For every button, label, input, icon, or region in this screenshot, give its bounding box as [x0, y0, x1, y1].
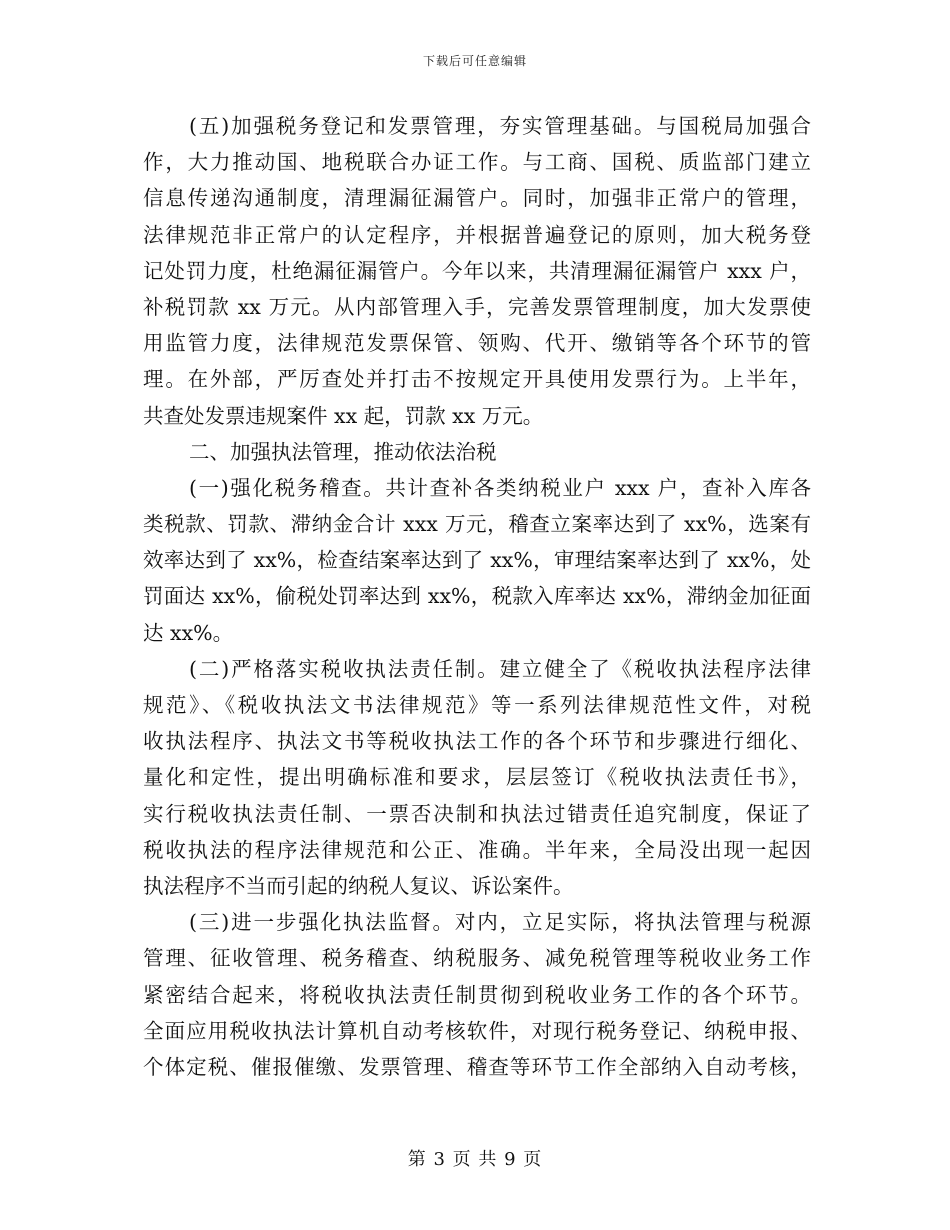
text-line: 罚面达 xx%，偷税处罚率达到 xx%，税款入库率达 xx%，滞纳金加征面	[143, 584, 811, 609]
paragraph-tax-audit	[143, 470, 811, 651]
text-line: 收执法程序、执法文书等税收执法工作的各个环节和步骤进行细化、	[143, 729, 811, 754]
text-line: 税收执法的程序法律规范和公正、准确。半年来，全局没出现一起因	[143, 837, 811, 862]
text-line: 理。在外部，严厉查处并打击不按规定开具使用发票行为。上半年，	[143, 367, 811, 392]
text-line: 用监管力度，法律规范发票保管、领购、代开、缴销等各个环节的管	[143, 331, 811, 356]
text-line: 类税款、罚款、滞纳金合计 xxx 万元，稽查立案率达到了 xx%，选案有	[143, 512, 811, 537]
paragraph-enforcement-responsibility	[143, 651, 811, 904]
text-line: 紧密结合起来，将税收执法责任制贯彻到税收业务工作的各个环节。	[143, 982, 811, 1007]
text-line: 作，大力推动国、地税联合办证工作。与工商、国税、质监部门建立	[143, 150, 811, 175]
text-line: 法律规范非正常户的认定程序，并根据普遍登记的原则，加大税务登	[143, 222, 811, 247]
page-header-note: 下载后可任意编辑	[422, 54, 527, 68]
text-line: (三)进一步强化执法监督。对内，立足实际，将执法管理与税源	[189, 910, 811, 935]
text-line: 执法程序不当而引起的纳税人复议、诉讼案件。	[143, 873, 574, 898]
paragraph-invoice-management	[143, 108, 811, 434]
text-line: 共查处发票违规案件 xx 起，罚款 xx 万元。	[143, 403, 544, 428]
text-line: 实行税收执法责任制、一票否决制和执法过错责任追究制度，保证了	[143, 801, 811, 826]
text-line: 信息传递沟通制度，清理漏征漏管户。同时，加强非正常户的管理，	[143, 186, 811, 211]
text-line: 效率达到了 xx%，检查结案率达到了 xx%，审理结案率达到了 xx%，处	[143, 548, 811, 573]
text-line: 记处罚力度，杜绝漏征漏管户。今年以来，共清理漏征漏管户 xxx 户，	[143, 258, 811, 283]
text-line: 规范》、《税收执法文书法律规范》等一系列法律规范性文件，对税	[143, 693, 811, 717]
section-heading	[143, 434, 811, 470]
text-line: 个体定税、催报催缴、发票管理、稽查等环节工作全部纳入自动考核，	[143, 1054, 811, 1079]
paragraph-enforcement-supervision	[143, 904, 811, 1085]
text-line: (二)严格落实税收执法责任制。建立健全了《税收执法程序法律	[189, 656, 811, 681]
text-line: 达 xx%。	[143, 620, 234, 645]
text-line: (一)强化税务稽查。共计查补各类纳税业户 xxx 户，查补入库各	[189, 475, 811, 500]
text-line: 补税罚款 xx 万元。从内部管理入手，完善发票管理制度，加大发票使	[143, 294, 811, 319]
document-body	[143, 108, 811, 1085]
text-line: 全面应用税收执法计算机自动考核软件，对现行税务登记、纳税申报、	[143, 1018, 811, 1043]
text-line: 量化和定性，提出明确标准和要求，层层签订《税收执法责任书》，	[143, 765, 811, 790]
text-line: 二、加强执法管理，推动依法治税	[189, 439, 497, 464]
text-line: 管理、征收管理、税务稽查、纳税服务、减免税管理等税收业务工作	[143, 946, 811, 971]
text-line: (五)加强税务登记和发票管理，夯实管理基础。与国税局加强合	[189, 114, 811, 138]
page-number: 第 3 页 共 9 页	[407, 1149, 543, 1170]
